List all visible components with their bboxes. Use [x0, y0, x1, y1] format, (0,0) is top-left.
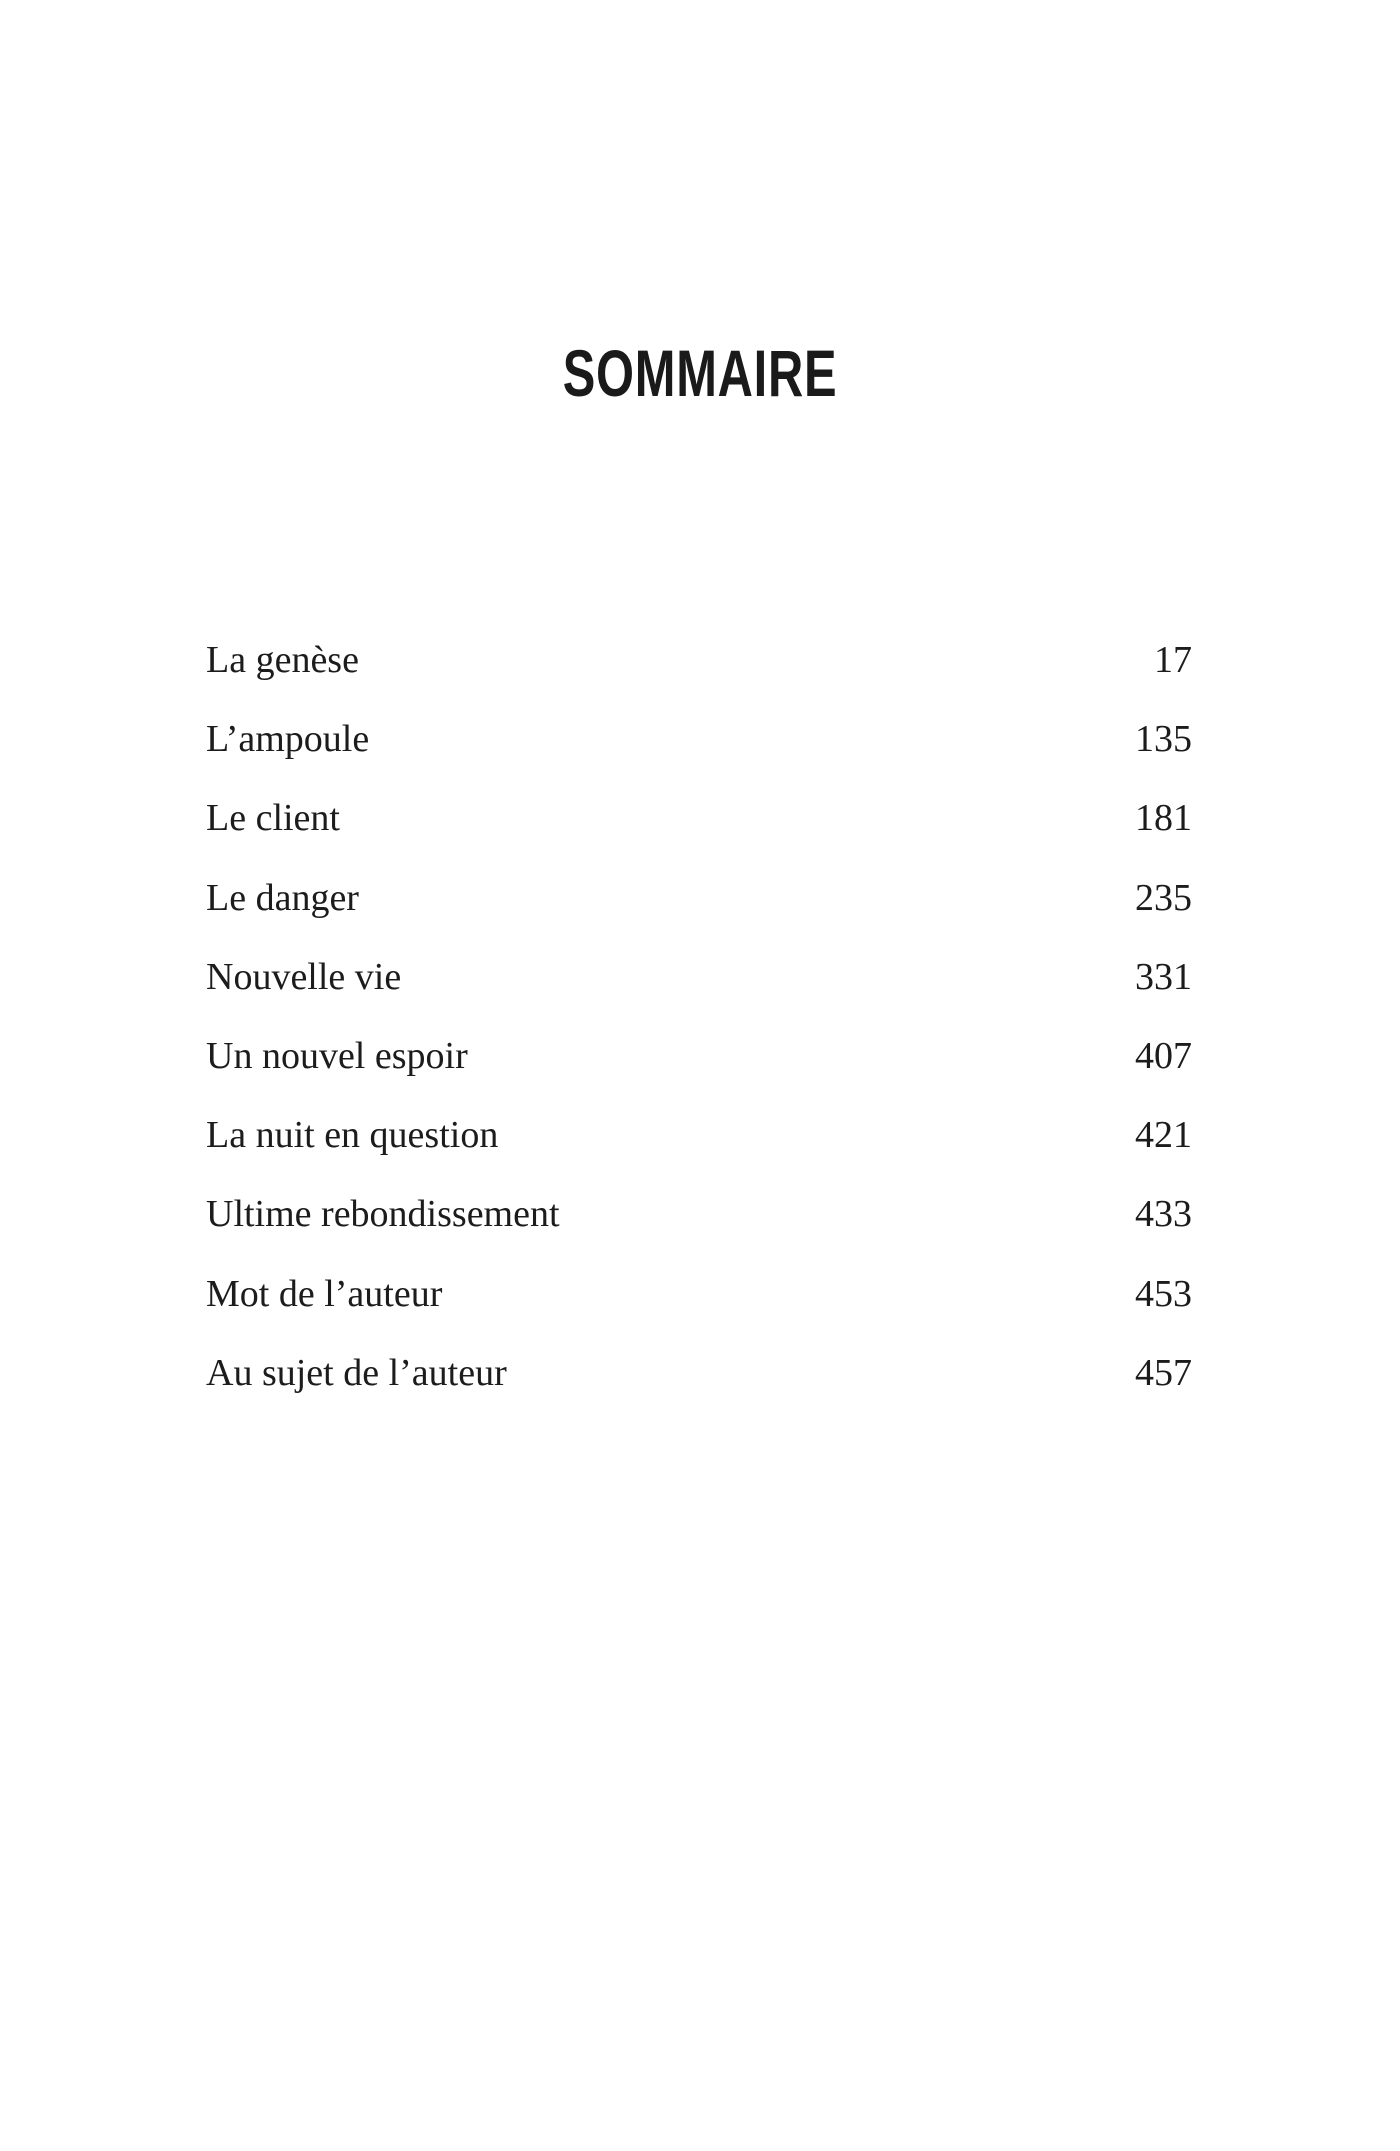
toc-entry-label: La nuit en question	[206, 1114, 499, 1157]
toc-entry-page: 331	[1135, 955, 1192, 998]
toc-entry	[206, 638, 1192, 717]
toc-entry	[206, 796, 1192, 875]
toc-entry-label: Ultime rebondissement	[206, 1193, 560, 1236]
toc-entry	[206, 1113, 1192, 1192]
toc-entry-label: Au sujet de l’auteur	[206, 1351, 507, 1394]
toc-entry-label: Le danger	[206, 876, 359, 919]
toc-entry-page: 135	[1135, 718, 1192, 761]
toc-entry-page: 421	[1135, 1114, 1192, 1157]
toc-entry-label: Le client	[206, 797, 340, 840]
toc-entry	[206, 1034, 1192, 1113]
toc-entry	[206, 717, 1192, 796]
toc-entry-label: Nouvelle vie	[206, 955, 402, 998]
toc-entry	[206, 955, 1192, 1034]
page-title: SOMMAIRE	[562, 336, 838, 410]
toc-entry-label: La genèse	[206, 639, 359, 681]
toc-entry-page: 407	[1135, 1034, 1192, 1077]
toc-entry	[206, 876, 1192, 955]
toc-entry	[206, 1272, 1192, 1351]
toc-entry	[206, 1351, 1192, 1430]
toc-entry-label: Un nouvel espoir	[206, 1034, 468, 1077]
toc-entry-page: 433	[1135, 1193, 1192, 1236]
toc-entry-page: 453	[1135, 1272, 1192, 1315]
toc-entry-label: L’ampoule	[206, 718, 370, 761]
toc-entry-label: Mot de l’auteur	[206, 1272, 443, 1315]
toc-entry	[206, 1192, 1192, 1271]
toc-entry-page: 181	[1135, 797, 1192, 840]
toc-entry-page: 17	[1154, 639, 1192, 681]
table-of-contents	[206, 638, 1192, 1430]
toc-entry-page: 235	[1135, 876, 1192, 919]
toc-entry-page: 457	[1135, 1351, 1192, 1394]
